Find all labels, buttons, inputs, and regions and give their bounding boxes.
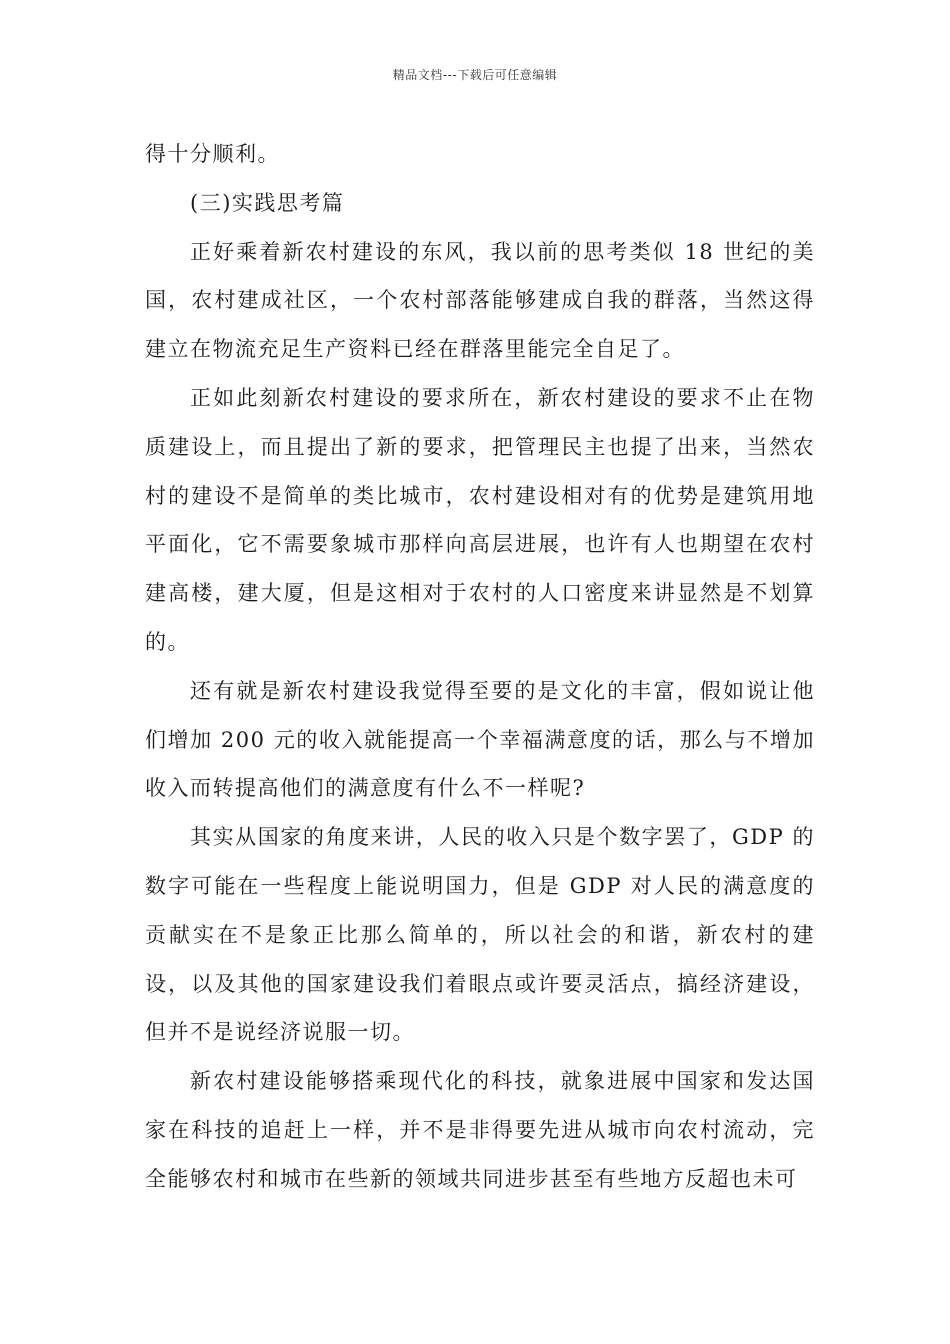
section-heading: (三)实践思考篇 [190, 190, 345, 215]
paragraph-continuation: 得十分顺利。 [145, 142, 280, 166]
paragraph: 其实从国家的角度来讲，人民的收入只是个数字罢了，GDP 的数字可能在一些程度上能说明国力，但是 GDP 对人民的满意度的贡献实在不是象正比那么简单的，所以社会的和谐，新农村的建设，以及其他的国家建设我们着眼点或许要灵活点，搞经济建设，但并不是说经济说服一切。 [145, 825, 815, 1045]
page-header: 精品文档---下载后可任意编辑 [392, 68, 558, 82]
paragraph: 正好乘着新农村建设的东风，我以前的思考类似 18 世纪的美国，农村建成社区，一个农村部落能够建成自我的群落，当然这得建立在物流充足生产资料已经在群落里能完全自足了。 [145, 239, 815, 362]
paragraph: 新农村建设能够搭乘现代化的科技，就象进展中国家和发达国家在科技的追赶上一样，并不是非得要先进从城市向农村流动，完全能够农村和城市在些新的领域共同进步甚至有些地方反超也未可 [145, 1069, 815, 1191]
paragraph: 还有就是新农村建设我觉得至要的是文化的丰富，假如说让他们增加 200 元的收入就能提高一个幸福满意度的话，那么与不增加收入而转提高他们的满意度有什么不一样呢? [145, 678, 815, 801]
paragraph: 正如此刻新农村建设的要求所在，新农村建设的要求不止在物质建设上，而且提出了新的要求，把管理民主也提了出来，当然农村的建设不是简单的类比城市，农村建设相对有的优势是建筑用地平面化，它不需要象城市那样向高层进展，也许有人也期望在农村建高楼，建大厦，但是这相对于农村的人口密度来讲显然是不划算的。 [145, 385, 815, 654]
document-body [145, 130, 815, 1204]
